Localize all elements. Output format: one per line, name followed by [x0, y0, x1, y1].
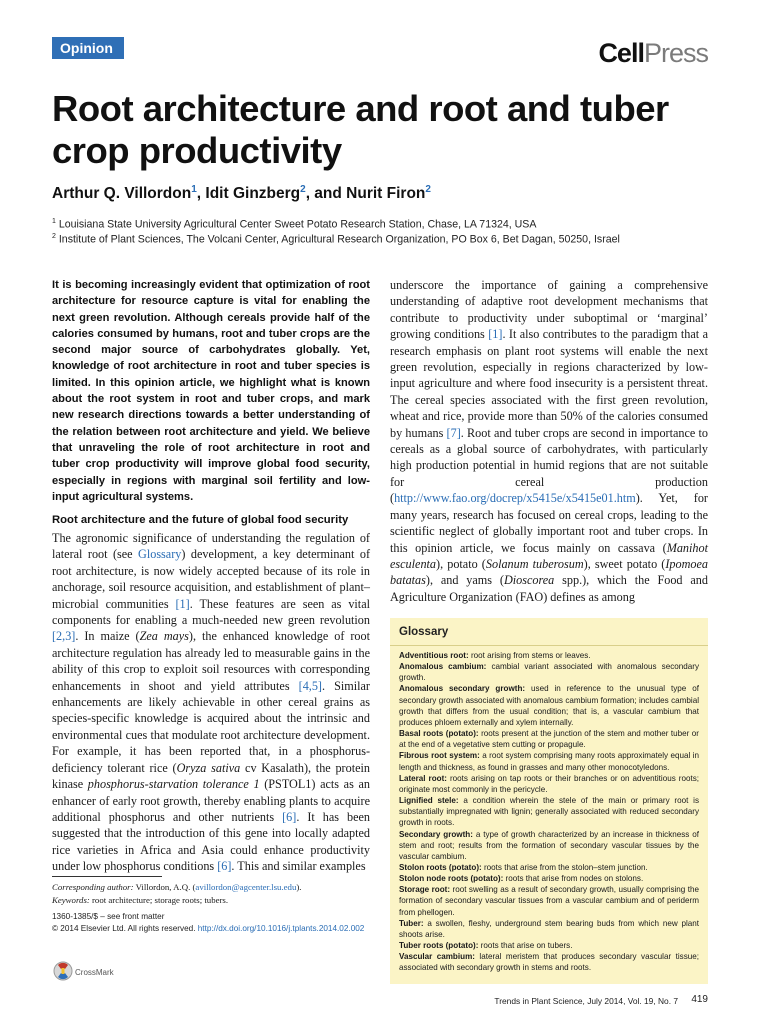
crossmark-badge[interactable]	[52, 960, 142, 989]
glossary-entry	[399, 728, 699, 750]
citation-link[interactable]: [2,3]	[52, 629, 76, 644]
footer-journal-citation: Trends in Plant Science, July 2014, Vol. 19, No. 7	[494, 996, 678, 1006]
glossary-term: Storage root:	[399, 885, 451, 895]
body-text: . It has been suggested that the introduction of this gene into locally adapted rice varieties in Africa and Asia could enhance productivity under low phosphorus conditions	[52, 809, 370, 874]
body-text-right-column	[390, 277, 708, 605]
citation-link[interactable]: [1]	[488, 327, 503, 342]
body-text: ). Yet, for many years, research has focused on cereal crops, leading to the scientific neglect of globally important root and tuber crops. In this opinion article, we focus mainly on cassava (	[390, 491, 708, 555]
glossary-entry	[399, 795, 699, 828]
issn-copyright	[52, 911, 364, 934]
copyright-text: © 2014 Elsevier Ltd. All rights reserved.	[52, 923, 198, 933]
glossary-entry	[399, 683, 699, 728]
glossary-entry	[399, 750, 699, 772]
glossary-entry	[399, 951, 699, 973]
affiliation-2-marker: 2	[52, 233, 56, 240]
glossary-term: Stolon node roots (potato):	[399, 874, 504, 884]
glossary-definition: roots that arise on tubers.	[478, 941, 573, 951]
glossary-entry	[399, 661, 699, 683]
glossary-term: Secondary growth:	[399, 829, 473, 839]
glossary-term: Tuber:	[399, 918, 424, 928]
glossary-term: Tuber roots (potato):	[399, 941, 479, 951]
citation-link[interactable]: [6]	[282, 809, 297, 824]
citation-link[interactable]: http://www.fao.org/docrep/x5415e/x5415e01.htm	[394, 491, 636, 506]
affiliation-2-text: Institute of Plant Sciences, The Volcani Center, Agricultural Research Organization, PO Box 6, Bet Dagan, 50250, Israel	[58, 233, 620, 246]
species-name: Solanum tuberosum	[485, 556, 584, 571]
author-name: Nurit Firon	[346, 185, 426, 203]
issn-line: 1360-1385/$ – see front matter	[52, 912, 165, 921]
glossary-term: Fibrous root system:	[399, 751, 480, 761]
author-affiliation-marker[interactable]: 1	[191, 184, 197, 195]
species-name: Manihot esculenta	[390, 540, 708, 571]
glossary-entry	[399, 773, 699, 795]
species-name: Zea mays	[139, 629, 189, 644]
glossary-term: Anomalous secondary growth:	[399, 684, 526, 694]
glossary-divider	[390, 645, 708, 646]
publisher-logo-bold: Cell	[598, 38, 644, 68]
glossary-definition: roots that arise from the stolon–stem junction.	[481, 862, 648, 872]
glossary-definition: used in reference to the unusual type of secondary growth associated with anomalous cambium formation; includes cambial growth that differs from the usual condition; that is, a vascular cambium that produces phloem externally and xylem internally.	[399, 684, 699, 727]
body-text: ), sweet potato (	[583, 556, 666, 571]
species-name: Oryza sativa	[176, 760, 241, 775]
glossary-definition: root swelling as a result of secondary growth, usually comprising the formation of secondary vascular tissues from a vascular cambium and of periderm from phellogen.	[399, 885, 700, 917]
glossary-title: Glossary	[399, 626, 449, 638]
citation-link[interactable]: [7]	[446, 425, 461, 440]
author-name: Arthur Q. Villordon	[52, 185, 192, 203]
glossary-term: Lignified stele:	[399, 796, 459, 806]
author-affiliation-marker[interactable]: 2	[300, 184, 306, 195]
corresponding-close: ).	[296, 882, 302, 892]
author-list	[52, 184, 431, 203]
glossary-definition: roots arising on tap roots or their branches or on adventitious roots; originate most commonly in the pericycle.	[399, 773, 699, 794]
glossary-term: Adventitious root:	[399, 651, 469, 660]
body-text: . In maize (	[75, 629, 140, 644]
article-title: Root architecture and root and tuber crop productivity	[52, 88, 669, 171]
body-text: ), the enhanced knowledge of root architecture regulation has already led to measurable gains in the ability of this crop to exploit soil resources with corresponding enhancements in shoot and yield attributes	[52, 629, 370, 693]
keywords-label: Keywords:	[52, 894, 90, 905]
glossary-entry	[399, 873, 699, 884]
glossary-entry	[399, 918, 699, 940]
body-text-left-column	[52, 530, 370, 875]
page-number: 419	[691, 994, 708, 1005]
glossary-definition: roots present at the junction of the stem and mother tuber or at the end of a vegetative stem cutting or propagule.	[399, 729, 699, 750]
corresponding-author-note	[52, 881, 370, 894]
crossmark-label: CrossMark	[75, 968, 114, 977]
glossary-term: Basal roots (potato):	[399, 729, 479, 739]
glossary-entry	[399, 940, 699, 951]
footnote-divider	[52, 876, 162, 877]
glossary-entry	[399, 829, 699, 862]
glossary-definition: a swollen, fleshy, underground stem bearing buds from which new plant shoots arise.	[399, 918, 699, 939]
glossary-definition: a root system comprising many roots approximately equal in length and thickness, as found in grasses and many other monocotyledons.	[399, 751, 699, 772]
affiliation-1-marker: 1	[52, 218, 56, 225]
body-text: cv Kasalath), the protein kinase	[52, 760, 370, 792]
author-affiliation-marker[interactable]: 2	[425, 184, 431, 195]
species-name: Ipomoea batatas	[390, 556, 708, 588]
footnotes	[52, 881, 370, 906]
author-name: Idit Ginzberg	[205, 185, 301, 203]
citation-link[interactable]: [6]	[217, 859, 232, 874]
body-text: ), potato (	[436, 556, 486, 571]
body-text: . This and similar examples	[231, 859, 366, 874]
species-name: phosphorus-starvation tolerance 1	[87, 777, 260, 792]
publisher-logo-light: Press	[643, 38, 708, 68]
body-text: . Similar enhancements are likely achievable in other cereal grains as species-specific knowledge is acquired about the intrinsic and environmental cues that modulate root architecture development. For example, it has been reported that, in a phosphorus-deficiency tolerant rice (	[52, 678, 370, 775]
glossary-term: Stolon roots (potato):	[399, 862, 482, 872]
category-tab: Opinion	[52, 37, 124, 59]
glossary-entry	[399, 884, 699, 917]
glossary-definition: lateral meristem that produces secondary vascular tissue; associated with secondary growth in stems and roots.	[399, 952, 699, 973]
glossary-definition: roots that arise from nodes on stolons.	[503, 874, 644, 884]
glossary-term: Lateral root:	[399, 773, 447, 783]
body-text: ) development, a key determinant of root architecture, is now widely accepted because of its role in anchorage, soil resource acquisition, and establishment of plant–microbial communities	[52, 547, 371, 611]
body-text: ), and yams (	[425, 573, 504, 588]
keywords-text: root architecture; storage roots; tubers.	[89, 894, 229, 905]
copyright-line	[52, 923, 364, 935]
body-text: . It also contributes to the paradigm that a research emphasis on plant root systems will enable the next green revolution, especially in regions characterized by low-input agriculture and where food insecurity is a persistent threat. The cereal species associated with the first green revolution, wheat and rice, provide more than 50% of the calories consumed by humans	[390, 327, 709, 440]
glossary-definition: a type of growth characterized by an increase in thickness of stem and root; results from the formation of secondary vascular tissues by the vascular cambium.	[399, 829, 699, 861]
body-text: underscore the importance of gaining a comprehensive understanding of adaptive root development mechanisms that contribute to productivity under suboptimal or ‘marginal’ growing conditions	[390, 278, 708, 342]
glossary-definition: cambial variant associated with anomalous secondary growth.	[399, 662, 700, 683]
citation-link[interactable]: Glossary	[138, 547, 182, 562]
affiliation-2	[52, 233, 620, 246]
author-separator: , and	[305, 185, 347, 203]
publisher-logo	[598, 38, 708, 68]
body-text: The agronomic significance of understanding the regulation of lateral root (see	[52, 531, 370, 562]
glossary-entry	[399, 862, 699, 873]
affiliation-1-text: Louisiana State University Agricultural Center Sweet Potato Research Station, Chase, LA 71324, USA	[58, 218, 537, 231]
citation-link[interactable]: [4,5]	[298, 678, 322, 693]
corresponding-label: Corresponding author:	[52, 882, 134, 892]
section-heading: Root architecture and the future of global food security	[52, 514, 349, 526]
body-text: . These features are seen as vital components for enabling a much-needed new green revolution	[52, 596, 370, 628]
body-text: (PSTOL1) acts as an enhancer of early root growth, thereby enabling plants to acquire additional phosphorus and other nutrients	[52, 777, 370, 824]
corresponding-email-link[interactable]: avillordon@agcenter.lsu.edu	[195, 882, 297, 892]
glossary-term: Anomalous cambium:	[399, 662, 487, 672]
glossary-entry	[399, 650, 699, 661]
abstract: It is becoming increasingly evident that optimization of root architecture for resource capture is vital for enabling the next green revolution. Although cereals provide half of the calories consumed by humans, root and tuber crops are the second major source of carbohydrates globally. Yet, knowledge of root architecture in root and tuber species is limited. In this opinion article, we highlight what is known about the root system in root and tuber crops, and mark new research directions towards a better understanding of the relation between root architecture and yield. We believe that unraveling the role of root architecture in root and tuber crop productivity will improve global food security, especially in regions with marginal soil fertility and low-input agricultural systems.	[52, 279, 370, 503]
citation-link[interactable]: [1]	[175, 596, 190, 611]
crossmark-icon	[52, 960, 142, 984]
corresponding-name: Villordon, A.Q. (	[133, 882, 196, 892]
glossary-term: Vascular cambium:	[399, 952, 475, 962]
affiliation-1	[52, 218, 536, 231]
glossary-list	[399, 650, 699, 974]
glossary-definition: root arising from stems or leaves.	[468, 651, 591, 660]
species-name: Dioscorea	[503, 573, 555, 588]
doi-link[interactable]: http://dx.doi.org/10.1016/j.tplants.2014.02.002	[197, 923, 365, 933]
body-text: . Root and tuber crops are second in importance to cereals as a global source of carbohydrates, with particularly high production potential in humid regions that are not suitable for cereal production (	[390, 425, 708, 506]
glossary-definition: a condition wherein the stele of the main or primary root is substantially impregnated with lignin; generally associated with reduced secondary growth in roots.	[399, 796, 699, 828]
keywords-note	[52, 894, 370, 907]
author-separator: ,	[196, 185, 206, 203]
body-text: spp.), which the Food and Agriculture Organization (FAO) defines as among	[390, 573, 708, 604]
glossary-box	[390, 618, 708, 984]
